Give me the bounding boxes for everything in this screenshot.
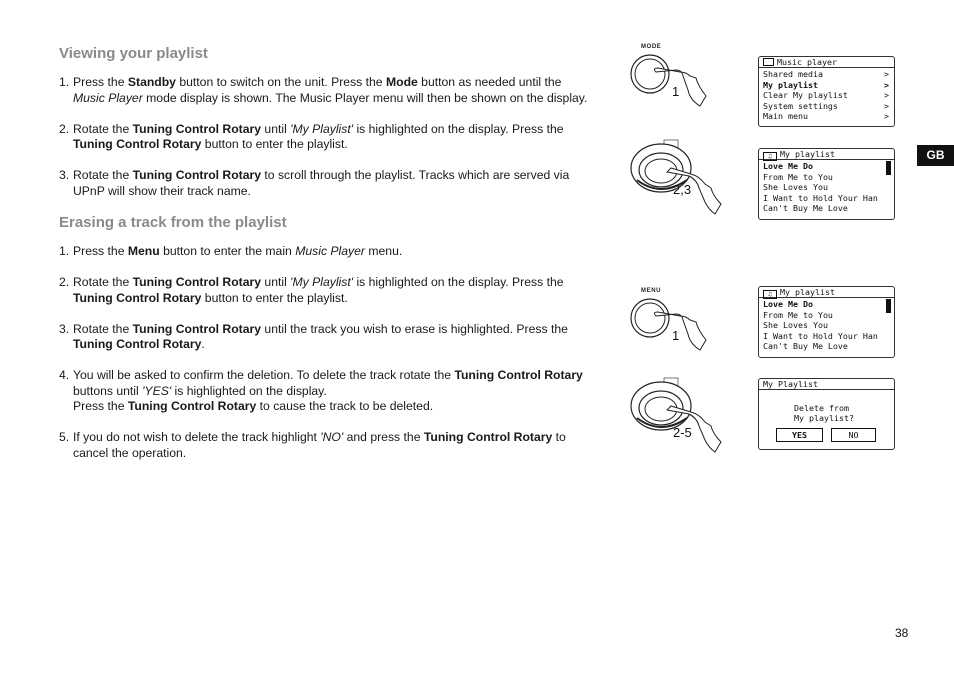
step-text-line: cancel the operation. xyxy=(73,445,187,460)
figure-step-number: 1 xyxy=(672,84,680,99)
step-text-line: Tuning Control Rotary. xyxy=(73,337,205,351)
step-text-line: Rotate the Tuning Control Rotary until 'My Playlist' is highlighted on the display. Press the xyxy=(73,275,564,289)
chevron-right-icon: > xyxy=(884,100,889,111)
instruction-step xyxy=(59,322,609,353)
display-menu-row: Love Me Do xyxy=(763,161,813,171)
no-option: NO xyxy=(831,428,876,442)
instruction-step xyxy=(59,275,609,306)
display-menu-row: Clear My playlist > xyxy=(763,90,889,101)
step-number: 3. xyxy=(59,168,70,182)
step-number: 3. xyxy=(59,321,70,336)
chevron-right-icon: > xyxy=(884,111,889,122)
step-text-line: Press the Menu button to enter the main Music Player menu. xyxy=(73,244,403,258)
tuning-rotary-illustration xyxy=(627,136,722,220)
instruction-step xyxy=(59,168,609,199)
step-text-line: buttons until 'YES' is highlighted on the display. xyxy=(73,383,327,398)
erasing-steps xyxy=(59,244,609,461)
step-number: 1. xyxy=(59,244,70,258)
step-number: 2. xyxy=(59,275,70,289)
display-header: ♫ My playlist xyxy=(759,149,894,160)
display-menu-row: Shared media > xyxy=(763,69,889,79)
display-menu-row: I Want to Hold Your Han xyxy=(763,192,878,203)
display-menu-row: From Me to You xyxy=(763,171,833,182)
section-title-viewing-playlist: Viewing your playlist xyxy=(59,45,208,62)
display-menu-row: She Loves You xyxy=(763,320,828,331)
step-number: 4. xyxy=(59,368,70,382)
display-delete-confirm xyxy=(758,378,895,450)
step-text-line: Tuning Control Rotary button to enter the playlist. xyxy=(73,290,348,305)
step-text-line: Tuning Control Rotary button to enter the playlist. xyxy=(73,137,348,151)
yes-option: YES xyxy=(776,428,823,442)
step-text-line: Rotate the Tuning Control Rotary until 'My Playlist' is highlighted on the display. Press the xyxy=(73,121,564,136)
instruction-step xyxy=(59,75,609,106)
confirm-line-1: Delete from xyxy=(794,403,849,413)
scrollbar-thumb xyxy=(886,299,891,313)
display-header: ♫ My playlist xyxy=(759,287,894,298)
display-header: My Playlist xyxy=(759,379,894,390)
display-menu-row: System settings > xyxy=(763,100,889,111)
scrollbar-thumb xyxy=(886,161,891,175)
step-text-line: Music Player mode display is shown. The Music Player menu will then be shown on the display. xyxy=(73,90,588,105)
step-text-line: You will be asked to confirm the deletion. To delete the track rotate the Tuning Control Rotary xyxy=(73,368,583,382)
instruction-step xyxy=(59,430,609,461)
display-menu-row: Love Me Do xyxy=(763,299,813,309)
figure-step-number: 1 xyxy=(672,328,680,343)
display-menu-row: From Me to You xyxy=(763,309,833,320)
step-text-line: Rotate the Tuning Control Rotary until the track you wish to erase is highlighted. Press the xyxy=(73,321,568,336)
chevron-right-icon: > xyxy=(884,69,889,79)
display-menu-row: Can't Buy Me Love xyxy=(763,341,848,352)
instruction-step xyxy=(59,122,609,153)
display-header: Music player xyxy=(759,57,894,68)
figure-step-number: 2-5 xyxy=(673,425,692,440)
playlist-icon: ♫ xyxy=(763,290,777,299)
section-title-erasing-track: Erasing a track from the playlist xyxy=(59,214,287,231)
menu-button-label: MENU xyxy=(641,288,662,294)
mode-button-label: MODE xyxy=(641,44,662,50)
chevron-right-icon: > xyxy=(884,79,889,90)
display-my-playlist xyxy=(758,148,895,220)
step-number: 1. xyxy=(59,75,70,89)
playlist-icon: ♫ xyxy=(763,152,777,161)
viewing-steps xyxy=(59,75,609,199)
menu-button-illustration xyxy=(628,294,708,356)
display-my-playlist-erase xyxy=(758,286,895,358)
display-music-player-menu xyxy=(758,56,895,127)
menu-list-icon xyxy=(763,58,774,66)
step-text-line: Rotate the Tuning Control Rotary to scroll through the playlist. Tracks which are served via xyxy=(73,168,570,182)
mode-button-illustration xyxy=(628,50,708,110)
display-menu-row: Main menu > xyxy=(763,111,889,122)
step-text-line: If you do not wish to delete the track highlight 'NO' and press the Tuning Control Rotary to xyxy=(73,430,566,444)
step-number: 5. xyxy=(59,430,70,444)
language-tab: GB xyxy=(917,145,954,166)
instruction-step xyxy=(59,368,609,415)
step-text-line: Press the Standby button to switch on the unit. Press the Mode button as needed until the xyxy=(73,75,562,89)
page-number: 38 xyxy=(895,626,909,640)
step-text-line: UPnP will show their track name. xyxy=(73,183,251,198)
figure-step-number: 2,3 xyxy=(673,182,692,197)
step-number: 2. xyxy=(59,121,70,136)
step-text-line: Press the Tuning Control Rotary to cause the track to be deleted. xyxy=(73,399,434,413)
confirm-line-2: My playlist? xyxy=(794,413,854,423)
chevron-right-icon: > xyxy=(884,90,889,101)
display-menu-row: She Loves You xyxy=(763,182,828,193)
display-menu-row: Can't Buy Me Love xyxy=(763,203,848,214)
instruction-step xyxy=(59,244,609,260)
display-menu-row: My playlist > xyxy=(763,79,889,90)
display-menu-row: I Want to Hold Your Han xyxy=(763,330,878,341)
tuning-rotary-illustration xyxy=(627,374,722,460)
